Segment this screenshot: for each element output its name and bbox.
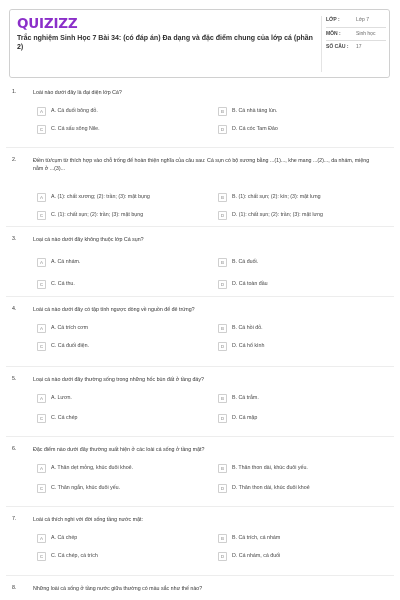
option-letter-box: B bbox=[218, 394, 227, 403]
option-letter-box: C bbox=[37, 552, 46, 561]
answer-option-b[interactable] bbox=[218, 462, 308, 474]
option-letter-box: D bbox=[218, 125, 227, 134]
option-text: D. (1): chất sụn; (2): trần; (3): mặt lưng bbox=[232, 212, 323, 218]
option-text: A. Cá đuối bông đỏ. bbox=[51, 108, 98, 114]
grade-label: LỚP : bbox=[326, 17, 340, 23]
question-number: 5. bbox=[12, 376, 17, 382]
answer-option-c[interactable] bbox=[37, 123, 100, 135]
option-letter-box: C bbox=[37, 125, 46, 134]
option-letter-box: D bbox=[218, 342, 227, 351]
option-letter-box: C bbox=[37, 280, 46, 289]
option-letter-box: A bbox=[37, 193, 46, 202]
answer-option-b[interactable] bbox=[218, 532, 280, 544]
question-text: Loài cá nào dưới đây có tập tính ngược dòng về nguồn để đẻ trứng? bbox=[33, 307, 195, 313]
question-divider bbox=[6, 226, 394, 227]
option-text: B. (1): chất sụn; (2): kín; (3): mặt lưng bbox=[232, 194, 321, 200]
answer-option-d[interactable] bbox=[218, 278, 268, 290]
option-letter-box: B bbox=[218, 107, 227, 116]
option-text: B. Cá đuối. bbox=[232, 259, 259, 265]
option-letter-box: D bbox=[218, 484, 227, 493]
option-letter-box: C bbox=[37, 484, 46, 493]
option-text: B. Cá trắm. bbox=[232, 395, 259, 401]
meta-subject bbox=[326, 28, 386, 42]
option-letter-box: A bbox=[37, 324, 46, 333]
answer-option-d[interactable] bbox=[218, 482, 310, 494]
answer-option-b[interactable] bbox=[218, 392, 259, 404]
question-divider bbox=[6, 147, 394, 148]
header-divider bbox=[321, 16, 322, 72]
question-divider bbox=[6, 506, 394, 507]
question-divider bbox=[6, 575, 394, 576]
answer-option-b[interactable] bbox=[218, 256, 258, 268]
answer-option-c[interactable] bbox=[37, 209, 143, 221]
answer-option-d[interactable] bbox=[218, 412, 257, 424]
question-divider bbox=[6, 296, 394, 297]
option-text: C. Cá đuối điện. bbox=[51, 343, 89, 349]
option-text: A. Thân dẹt mỏng, khúc đuôi khoẻ. bbox=[51, 465, 134, 471]
question-number: 7. bbox=[12, 516, 17, 522]
option-letter-box: D bbox=[218, 211, 227, 220]
answer-option-c[interactable] bbox=[37, 278, 75, 290]
option-text: A. (1): chất xương; (2): trần; (3): mặt bụng bbox=[51, 194, 150, 200]
question-divider bbox=[6, 366, 394, 367]
option-letter-box: A bbox=[37, 464, 46, 473]
question-divider bbox=[6, 436, 394, 437]
answer-option-c[interactable] bbox=[37, 550, 98, 562]
option-letter-box: A bbox=[37, 258, 46, 267]
option-text: B. Thân thon dài, khúc đuôi yếu. bbox=[232, 465, 308, 471]
option-letter-box: A bbox=[37, 107, 46, 116]
question-text: Những loài cá sống ở tầng nước giữa thường có màu sắc như thế nào? bbox=[33, 586, 203, 592]
count-label: SỐ CÂU : bbox=[326, 44, 349, 50]
count-value: 17 bbox=[356, 44, 362, 50]
answer-option-d[interactable] bbox=[218, 340, 264, 352]
option-text: C. Thân ngắn, khúc đuôi yếu. bbox=[51, 485, 121, 491]
option-text: D. Cá toàn đầu bbox=[232, 281, 268, 287]
worksheet-header bbox=[9, 9, 390, 78]
option-text: C. Cá sấu sông Nile. bbox=[51, 126, 100, 132]
answer-option-c[interactable] bbox=[37, 412, 78, 424]
question-text: Loài cá thích nghi với đời sống tầng nước mặt: bbox=[33, 517, 143, 523]
answer-option-a[interactable] bbox=[37, 191, 150, 203]
quizizz-logo: QUIZIZZ bbox=[17, 16, 78, 32]
option-text: D. Cá cóc Tam Đảo bbox=[232, 126, 278, 132]
answer-option-d[interactable] bbox=[218, 209, 323, 221]
answer-option-d[interactable] bbox=[218, 550, 280, 562]
answer-option-d[interactable] bbox=[218, 123, 278, 135]
answer-option-b[interactable] bbox=[218, 105, 277, 117]
option-letter-box: B bbox=[218, 464, 227, 473]
answer-option-b[interactable] bbox=[218, 191, 321, 203]
question-number: 8. bbox=[12, 585, 17, 591]
option-letter-box: B bbox=[218, 534, 227, 543]
option-text: C. Cá thu. bbox=[51, 281, 75, 287]
question-number: 6. bbox=[12, 446, 17, 452]
option-letter-box: D bbox=[218, 414, 227, 423]
answer-option-b[interactable] bbox=[218, 322, 263, 334]
option-letter-box: A bbox=[37, 534, 46, 543]
option-letter-box: D bbox=[218, 552, 227, 561]
option-letter-box: C bbox=[37, 342, 46, 351]
answer-option-a[interactable] bbox=[37, 105, 98, 117]
question-number: 3. bbox=[12, 236, 17, 242]
option-letter-box: C bbox=[37, 414, 46, 423]
answer-option-a[interactable] bbox=[37, 256, 80, 268]
question-text: Đặc điểm nào dưới đây thường xuất hiện ở các loài cá sống ở tầng mặt? bbox=[33, 447, 205, 453]
question-number: 1. bbox=[12, 89, 17, 95]
option-text: D. Cá nhám, cá đuối bbox=[232, 553, 281, 559]
question-text: Loài nào dưới đây là đại diện lớp Cá? bbox=[33, 90, 122, 96]
option-text: D. Thân thon dài, khúc đuôi khoẻ bbox=[232, 485, 310, 491]
option-text: C. Cá chép bbox=[51, 415, 78, 421]
worksheet-title: Trắc nghiệm Sinh Học 7 Bài 34: (có đáp án) Đa dạng và đặc điểm chung của lớp cá (phần 2) bbox=[17, 35, 313, 52]
answer-option-a[interactable] bbox=[37, 392, 72, 404]
option-letter-box: B bbox=[218, 324, 227, 333]
option-text: A. Cá trích cơm bbox=[51, 325, 89, 331]
answer-option-c[interactable] bbox=[37, 482, 120, 494]
question-text: Điền từ/cụm từ thích hợp vào chỗ trống để hoàn thiện nghĩa của câu sau: Cá sụn có bộ xương bằng ...(1)..., khe mang ...(2)..., da nhám, miệng nằm ở ...(3)... bbox=[33, 158, 370, 173]
option-letter-box: B bbox=[218, 258, 227, 267]
question-number: 2. bbox=[12, 157, 17, 163]
answer-option-a[interactable] bbox=[37, 462, 133, 474]
option-text: D. Cá hổ kình bbox=[232, 343, 265, 349]
option-text: A. Cá chép bbox=[51, 535, 78, 541]
option-text: A. Lươn. bbox=[51, 395, 72, 401]
option-text: B. Cá trích, cá nhám bbox=[232, 535, 281, 541]
option-letter-box: B bbox=[218, 193, 227, 202]
meta-grade bbox=[326, 14, 386, 28]
worksheet-meta bbox=[326, 14, 386, 54]
grade-value: Lớp 7 bbox=[356, 17, 370, 23]
option-text: B. Cá hồi đỏ. bbox=[232, 325, 263, 331]
answer-option-a[interactable] bbox=[37, 532, 77, 544]
option-text: C. (1): chất sụn; (2): trần; (3): mặt bụng bbox=[51, 212, 144, 218]
meta-count bbox=[326, 41, 386, 54]
option-letter-box: A bbox=[37, 394, 46, 403]
question-text: Loại cá nào dưới đây thường sống trong những hốc bùn đất ở tầng đáy? bbox=[33, 377, 204, 383]
subject-label: MÔN : bbox=[326, 30, 341, 37]
option-letter-box: D bbox=[218, 280, 227, 289]
option-text: A. Cá nhám. bbox=[51, 259, 81, 265]
option-text: C. Cá chép, cá trích bbox=[51, 553, 98, 559]
answer-option-a[interactable] bbox=[37, 322, 88, 334]
question-number: 4. bbox=[12, 306, 17, 312]
option-letter-box: C bbox=[37, 211, 46, 220]
subject-value: Sinh học bbox=[356, 30, 376, 37]
question-text: Loại cá nào dưới đây không thuộc lớp Cá sụn? bbox=[33, 237, 144, 243]
option-text: B. Cá nhà táng lùn. bbox=[232, 108, 278, 114]
answer-option-c[interactable] bbox=[37, 340, 89, 352]
option-text: D. Cá mập bbox=[232, 415, 258, 421]
